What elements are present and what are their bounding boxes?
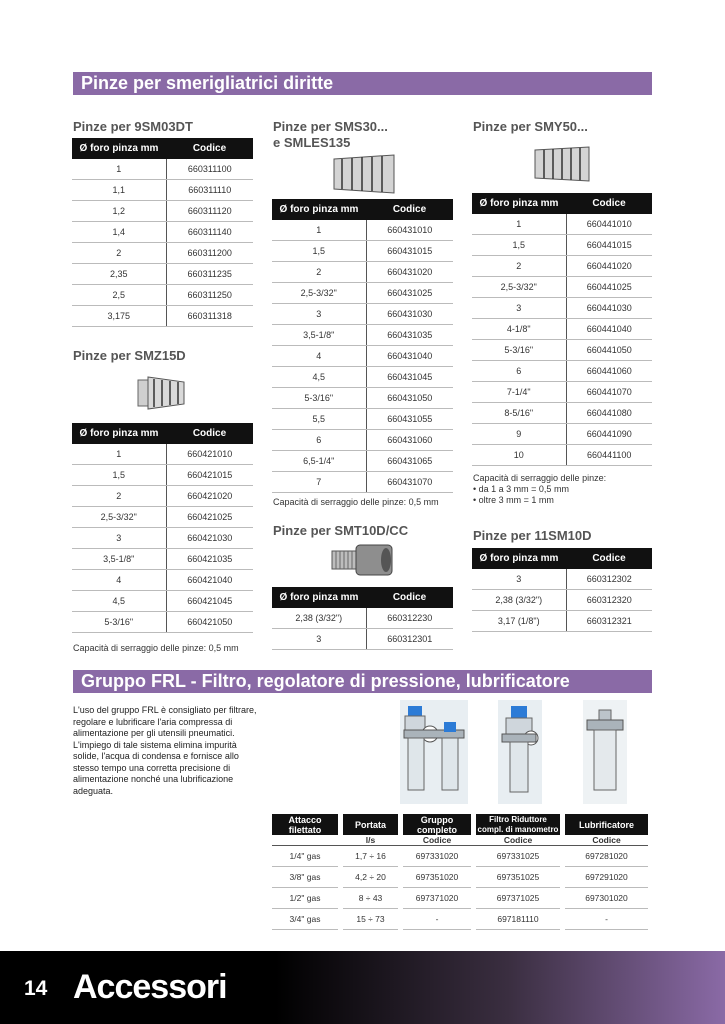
frl-unit-connection bbox=[272, 835, 338, 846]
code-cell: 660421045 bbox=[166, 591, 253, 612]
code-cell: 660431020 bbox=[366, 262, 453, 283]
diameter-cell: 7-1/4" bbox=[472, 382, 566, 403]
code-cell: 660311235 bbox=[166, 264, 253, 285]
diameter-cell: 3,17 (1/8") bbox=[472, 611, 566, 632]
frl-complete-group-cell: 697331020 bbox=[403, 846, 471, 867]
frl-filter-regulator-cell: 697181110 bbox=[476, 909, 560, 930]
code-cell: 660431050 bbox=[366, 388, 453, 409]
frl-header-flow: Portata bbox=[343, 814, 398, 835]
table-row bbox=[272, 241, 453, 262]
footer-title: Accessori bbox=[73, 968, 227, 1006]
frl-unit-flow: l/s bbox=[343, 835, 398, 846]
diameter-cell: 2,35 bbox=[72, 264, 166, 285]
table-row bbox=[72, 444, 253, 465]
collet-image-smz15d bbox=[136, 374, 188, 412]
collet-image-sms30 bbox=[330, 153, 398, 195]
table-row bbox=[272, 451, 453, 472]
frl-lubricator-cell: 697291020 bbox=[565, 867, 648, 888]
col-diameter: Ø foro pinza mm bbox=[72, 423, 166, 444]
table-row bbox=[72, 570, 253, 591]
table-row bbox=[272, 409, 453, 430]
diameter-cell: 3 bbox=[72, 528, 166, 549]
table-row bbox=[72, 306, 253, 327]
table-row bbox=[472, 361, 652, 382]
table-row bbox=[272, 367, 453, 388]
table-row bbox=[272, 346, 453, 367]
table-row bbox=[272, 220, 453, 241]
table-row bbox=[72, 528, 253, 549]
table-row bbox=[72, 486, 253, 507]
table-row bbox=[72, 507, 253, 528]
table-smz15d bbox=[72, 423, 253, 633]
code-cell: 660312230 bbox=[366, 608, 453, 629]
table-row bbox=[72, 159, 253, 180]
code-cell: 660441050 bbox=[566, 340, 652, 361]
title-sms30 bbox=[273, 119, 388, 151]
table-row bbox=[472, 298, 652, 319]
table-row bbox=[472, 611, 652, 632]
title-smt10d: Pinze per SMT10D/CC bbox=[273, 523, 409, 538]
frl-flow-cell: 4,2 ÷ 20 bbox=[343, 867, 398, 888]
table-row bbox=[472, 319, 652, 340]
table-row bbox=[472, 214, 652, 235]
code-cell: 660441010 bbox=[566, 214, 652, 235]
table-row bbox=[272, 608, 453, 629]
frl-lubricator-image bbox=[583, 700, 627, 804]
diameter-cell: 4 bbox=[272, 346, 366, 367]
frl-unit-complete-group: Codice bbox=[403, 835, 471, 846]
diameter-cell: 4 bbox=[72, 570, 166, 591]
table-row bbox=[472, 403, 652, 424]
code-cell: 660441080 bbox=[566, 403, 652, 424]
code-cell: 660441020 bbox=[566, 256, 652, 277]
diameter-cell: 3 bbox=[472, 298, 566, 319]
code-cell: 660441090 bbox=[566, 424, 652, 445]
frl-filter-regulator-cell: 697331025 bbox=[476, 846, 560, 867]
code-cell: 660312301 bbox=[366, 629, 453, 650]
diameter-cell: 8-5/16" bbox=[472, 403, 566, 424]
diameter-cell: 1 bbox=[72, 159, 166, 180]
table-row bbox=[472, 277, 652, 298]
table-row bbox=[472, 235, 652, 256]
diameter-cell: 1,5 bbox=[272, 241, 366, 262]
title-smy50: Pinze per SMY50... bbox=[473, 119, 588, 134]
table-row bbox=[272, 283, 453, 304]
table-row bbox=[472, 424, 652, 445]
code-cell: 660311100 bbox=[166, 159, 253, 180]
code-cell: 660431055 bbox=[366, 409, 453, 430]
frl-complete-group-cell: 697371020 bbox=[403, 888, 471, 909]
table-row bbox=[272, 888, 648, 909]
code-cell: 660421010 bbox=[166, 444, 253, 465]
code-cell: 660421040 bbox=[166, 570, 253, 591]
diameter-cell: 1 bbox=[472, 214, 566, 235]
code-cell: 660431030 bbox=[366, 304, 453, 325]
code-cell: 660441025 bbox=[566, 277, 652, 298]
section-title-frl: Gruppo FRL - Filtro, regolatore di pressione, lubrificatore bbox=[73, 670, 652, 693]
code-cell: 660311200 bbox=[166, 243, 253, 264]
diameter-cell: 5-3/16" bbox=[72, 612, 166, 633]
code-cell: 660441015 bbox=[566, 235, 652, 256]
title-smz15d: Pinze per SMZ15D bbox=[73, 348, 186, 363]
code-cell: 660431035 bbox=[366, 325, 453, 346]
code-cell: 660431065 bbox=[366, 451, 453, 472]
table-row bbox=[72, 264, 253, 285]
col-diameter: Ø foro pinza mm bbox=[272, 199, 366, 220]
table-row bbox=[272, 430, 453, 451]
title-9sm03dt: Pinze per 9SM03DT bbox=[73, 119, 193, 134]
code-cell: 660421035 bbox=[166, 549, 253, 570]
code-cell: 660312302 bbox=[566, 569, 652, 590]
code-cell: 660431060 bbox=[366, 430, 453, 451]
col-code: Codice bbox=[166, 138, 253, 159]
diameter-cell: 2 bbox=[472, 256, 566, 277]
col-code: Codice bbox=[166, 423, 253, 444]
code-cell: 660311110 bbox=[166, 180, 253, 201]
code-cell: 660431010 bbox=[366, 220, 453, 241]
diameter-cell: 5-3/16" bbox=[472, 340, 566, 361]
code-cell: 660431040 bbox=[366, 346, 453, 367]
code-cell: 660311140 bbox=[166, 222, 253, 243]
collet-image-smy50 bbox=[532, 145, 592, 183]
diameter-cell: 2,5-3/32" bbox=[472, 277, 566, 298]
frl-complete-group-cell: - bbox=[403, 909, 471, 930]
section-title-collets: Pinze per smerigliatrici diritte bbox=[73, 72, 652, 95]
table-9sm03dt bbox=[72, 138, 253, 327]
page-number: 14 bbox=[24, 977, 48, 1000]
diameter-cell: 10 bbox=[472, 445, 566, 466]
diameter-cell: 9 bbox=[472, 424, 566, 445]
table-row bbox=[72, 201, 253, 222]
diameter-cell: 1 bbox=[272, 220, 366, 241]
diameter-cell: 2 bbox=[272, 262, 366, 283]
diameter-cell: 5-3/16" bbox=[272, 388, 366, 409]
diameter-cell: 3,175 bbox=[72, 306, 166, 327]
diameter-cell: 3 bbox=[472, 569, 566, 590]
frl-flow-cell: 8 ÷ 43 bbox=[343, 888, 398, 909]
note-smz15d: Capacità di serraggio delle pinze: 0,5 mm bbox=[73, 643, 239, 653]
table-smt10d bbox=[272, 587, 453, 650]
diameter-cell: 2,38 (3/32") bbox=[272, 608, 366, 629]
table-smy50 bbox=[472, 193, 652, 466]
note-smy50-line3: • oltre 3 mm = 1 mm bbox=[473, 495, 554, 505]
frl-header-lubricator: Lubrificatore bbox=[565, 814, 648, 835]
diameter-cell: 3 bbox=[272, 304, 366, 325]
table-row bbox=[472, 256, 652, 277]
table-row bbox=[272, 388, 453, 409]
frl-connection-cell: 1/4" gas bbox=[272, 846, 338, 867]
col-diameter: Ø foro pinza mm bbox=[72, 138, 166, 159]
diameter-cell: 1,5 bbox=[472, 235, 566, 256]
col-diameter: Ø foro pinza mm bbox=[272, 587, 366, 608]
code-cell: 660431015 bbox=[366, 241, 453, 262]
frl-lubricator-cell: 697281020 bbox=[565, 846, 648, 867]
diameter-cell: 3,5-1/8" bbox=[272, 325, 366, 346]
table-row bbox=[72, 222, 253, 243]
code-cell: 660312320 bbox=[566, 590, 652, 611]
diameter-cell: 2 bbox=[72, 243, 166, 264]
frl-unit-lubricator: Codice bbox=[565, 835, 648, 846]
diameter-cell: 1,2 bbox=[72, 201, 166, 222]
col-code: Codice bbox=[366, 199, 453, 220]
code-cell: 660421030 bbox=[166, 528, 253, 549]
frl-complete-group-cell: 697351020 bbox=[403, 867, 471, 888]
diameter-cell: 1 bbox=[72, 444, 166, 465]
col-code: Codice bbox=[366, 587, 453, 608]
frl-table bbox=[272, 814, 648, 930]
frl-unit-filter-regulator: Codice bbox=[476, 835, 560, 846]
code-cell: 660421015 bbox=[166, 465, 253, 486]
frl-description: L'uso del gruppo FRL è consigliato per filtrare, regolare e lubrificare l'aria compressa di alimentazione per gli utensili pneumatici. L'impiego di tale sistema elimina impurità solide, l'acqua di condensa e fornisce allo stesso tempo una corretta precisione di alimentazione nonché una lubrificazione adeguata. bbox=[73, 705, 257, 796]
table-row bbox=[472, 340, 652, 361]
frl-header-connection: Attacco filettato bbox=[272, 814, 338, 835]
diameter-cell: 2 bbox=[72, 486, 166, 507]
table-row bbox=[272, 846, 648, 867]
col-code: Codice bbox=[566, 193, 652, 214]
table-row bbox=[272, 262, 453, 283]
code-cell: 660421050 bbox=[166, 612, 253, 633]
table-row bbox=[272, 909, 648, 930]
table-row bbox=[72, 591, 253, 612]
frl-filter-regulator-cell: 697351025 bbox=[476, 867, 560, 888]
title-sms30-line1: Pinze per SMS30... bbox=[273, 119, 388, 134]
table-row bbox=[72, 549, 253, 570]
diameter-cell: 1,1 bbox=[72, 180, 166, 201]
code-cell: 660312321 bbox=[566, 611, 652, 632]
frl-lubricator-cell: - bbox=[565, 909, 648, 930]
table-row bbox=[72, 243, 253, 264]
table-row bbox=[72, 180, 253, 201]
table-row bbox=[472, 382, 652, 403]
code-cell: 660441060 bbox=[566, 361, 652, 382]
code-cell: 660421020 bbox=[166, 486, 253, 507]
diameter-cell: 7 bbox=[272, 472, 366, 493]
diameter-cell: 2,5-3/32" bbox=[272, 283, 366, 304]
col-diameter: Ø foro pinza mm bbox=[472, 548, 566, 569]
table-row bbox=[72, 465, 253, 486]
frl-filter-regulator-image bbox=[498, 700, 542, 804]
frl-connection-cell: 3/8" gas bbox=[272, 867, 338, 888]
diameter-cell: 2,5-3/32" bbox=[72, 507, 166, 528]
frl-flow-cell: 1,7 ÷ 16 bbox=[343, 846, 398, 867]
code-cell: 660431070 bbox=[366, 472, 453, 493]
code-cell: 660441030 bbox=[566, 298, 652, 319]
note-sms30: Capacità di serraggio delle pinze: 0,5 mm bbox=[273, 497, 439, 507]
table-row bbox=[72, 612, 253, 633]
frl-connection-cell: 3/4" gas bbox=[272, 909, 338, 930]
diameter-cell: 3 bbox=[272, 629, 366, 650]
table-sms30 bbox=[272, 199, 453, 493]
frl-complete-unit-image bbox=[400, 700, 468, 804]
table-row bbox=[472, 590, 652, 611]
table-11sm10d bbox=[472, 548, 652, 632]
code-cell: 660311250 bbox=[166, 285, 253, 306]
diameter-cell: 1,5 bbox=[72, 465, 166, 486]
code-cell: 660441070 bbox=[566, 382, 652, 403]
table-row bbox=[272, 304, 453, 325]
diameter-cell: 2,5 bbox=[72, 285, 166, 306]
frl-lubricator-cell: 697301020 bbox=[565, 888, 648, 909]
diameter-cell: 6 bbox=[472, 361, 566, 382]
diameter-cell: 4,5 bbox=[272, 367, 366, 388]
table-row bbox=[272, 629, 453, 650]
title-11sm10d: Pinze per 11SM10D bbox=[473, 528, 592, 543]
diameter-cell: 4,5 bbox=[72, 591, 166, 612]
diameter-cell: 6 bbox=[272, 430, 366, 451]
frl-filter-regulator-cell: 697371025 bbox=[476, 888, 560, 909]
code-cell: 660311318 bbox=[166, 306, 253, 327]
col-diameter: Ø foro pinza mm bbox=[472, 193, 566, 214]
note-smy50-line1: Capacità di serraggio delle pinze: bbox=[473, 473, 607, 483]
code-cell: 660431045 bbox=[366, 367, 453, 388]
table-row bbox=[272, 867, 648, 888]
code-cell: 660441040 bbox=[566, 319, 652, 340]
diameter-cell: 6,5-1/4" bbox=[272, 451, 366, 472]
frl-connection-cell: 1/2" gas bbox=[272, 888, 338, 909]
code-cell: 660431025 bbox=[366, 283, 453, 304]
frl-flow-cell: 15 ÷ 73 bbox=[343, 909, 398, 930]
table-row bbox=[272, 325, 453, 346]
note-smy50-line2: • da 1 a 3 mm = 0,5 mm bbox=[473, 484, 569, 494]
diameter-cell: 2,38 (3/32") bbox=[472, 590, 566, 611]
note-smy50 bbox=[473, 473, 606, 506]
frl-header-complete-group: Gruppo completo bbox=[403, 814, 471, 835]
diameter-cell: 4-1/8" bbox=[472, 319, 566, 340]
table-row bbox=[472, 445, 652, 466]
frl-header-filter-regulator: Filtro Riduttore compl. di manometro bbox=[477, 814, 559, 834]
collet-image-smt10d bbox=[330, 542, 396, 578]
table-row bbox=[72, 285, 253, 306]
code-cell: 660311120 bbox=[166, 201, 253, 222]
col-code: Codice bbox=[566, 548, 652, 569]
table-row bbox=[472, 569, 652, 590]
code-cell: 660441100 bbox=[566, 445, 652, 466]
code-cell: 660421025 bbox=[166, 507, 253, 528]
table-row bbox=[272, 472, 453, 493]
diameter-cell: 3,5-1/8" bbox=[72, 549, 166, 570]
diameter-cell: 5,5 bbox=[272, 409, 366, 430]
diameter-cell: 1,4 bbox=[72, 222, 166, 243]
title-sms30-line2: e SMLES135 bbox=[273, 135, 351, 150]
